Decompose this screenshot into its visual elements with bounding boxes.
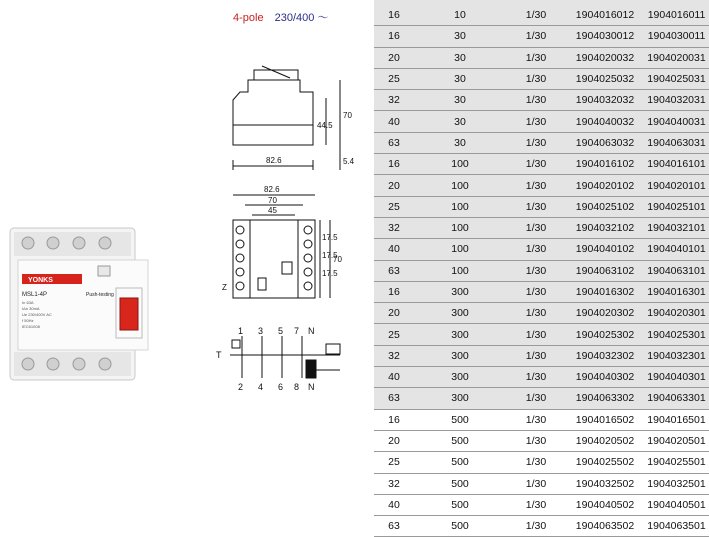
code-a-cell: 1904032102 [566,217,644,238]
table-row [374,281,709,302]
code-a-cell: 1904025302 [566,324,644,345]
sensitivity-cell: 1/30 [506,494,566,515]
table-row [374,516,709,537]
table-row [374,388,709,409]
rated-residual-current-cell: 300 [414,345,506,366]
table-row [374,111,709,132]
wire-top-label: 7 [294,326,300,336]
rated-current-cell: 32 [374,217,414,238]
code-b-cell: 1904040301 [644,367,709,388]
table-row [374,303,709,324]
rated-residual-current-cell: 30 [414,68,506,89]
code-b-cell: 1904025301 [644,324,709,345]
code-b-cell: 1904020101 [644,175,709,196]
code-b-cell: 1904032031 [644,90,709,111]
rated-current-cell: 40 [374,239,414,260]
code-b-cell: 1904032501 [644,473,709,494]
spec-line: Ue 230/400V AC [22,312,52,317]
wire-top-label: 3 [258,326,264,336]
rated-residual-current-cell: 30 [414,132,506,153]
sensitivity-cell: 1/30 [506,388,566,409]
side-dim-inner: 44.5 [317,121,333,130]
sensitivity-cell: 1/30 [506,5,566,26]
panel-text: Push-testing [86,292,114,298]
wire-top-label: N [308,326,315,336]
wire-bottom-label: N [308,382,315,392]
rated-residual-current-cell: 100 [414,196,506,217]
rated-residual-current-cell: 500 [414,516,506,537]
rated-current-cell: 63 [374,132,414,153]
table-row [374,430,709,451]
sensitivity-cell: 1/30 [506,281,566,302]
code-a-cell: 1904040032 [566,111,644,132]
rated-current-cell: 20 [374,303,414,324]
code-b-cell: 1904020031 [644,47,709,68]
sensitivity-cell: 1/30 [506,239,566,260]
rated-residual-current-cell: 100 [414,239,506,260]
table-row [374,452,709,473]
table-row [374,5,709,26]
code-b-cell: 1904020501 [644,430,709,451]
wire-top-label: 1 [238,326,244,336]
table-row [374,175,709,196]
front-view-drawing [233,195,330,298]
code-a-cell: 1904020502 [566,430,644,451]
code-a-cell: 1904032032 [566,90,644,111]
sensitivity-cell: 1/30 [506,111,566,132]
table-row [374,239,709,260]
rated-residual-current-cell: 300 [414,367,506,388]
code-b-cell: 1904040031 [644,111,709,132]
sensitivity-cell: 1/30 [506,68,566,89]
wire-bottom-label: 4 [258,382,264,392]
code-b-cell: 1904025031 [644,68,709,89]
spec-line: f 50Hz [22,318,34,323]
rated-current-cell: 20 [374,47,414,68]
rated-current-cell: 25 [374,68,414,89]
sensitivity-cell: 1/30 [506,90,566,111]
rated-current-cell: 20 [374,430,414,451]
rated-residual-current-cell: 100 [414,175,506,196]
sensitivity-cell: 1/30 [506,345,566,366]
rated-residual-current-cell: 30 [414,111,506,132]
code-a-cell: 1904032302 [566,345,644,366]
side-view-drawing [233,66,340,170]
sensitivity-cell: 1/30 [506,47,566,68]
pole-label: 4-pole [233,12,264,24]
code-b-cell: 1904025101 [644,196,709,217]
code-b-cell: 1904063501 [644,516,709,537]
front-dim-z: Z [222,283,227,292]
code-a-cell: 1904040502 [566,494,644,515]
rated-current-cell: 32 [374,90,414,111]
rated-residual-current-cell: 500 [414,430,506,451]
table-row [374,196,709,217]
rated-current-cell: 16 [374,281,414,302]
code-b-cell: 1904016301 [644,281,709,302]
rated-residual-current-cell: 100 [414,154,506,175]
front-dim-mid: 70 [268,196,277,205]
code-b-cell: 1904030011 [644,26,709,47]
code-b-cell: 1904063031 [644,132,709,153]
rated-current-cell: 16 [374,409,414,430]
front-dim-height: 70 [333,255,342,264]
front-dim-right-a: 17.5 [322,233,338,242]
rated-residual-current-cell: 300 [414,303,506,324]
code-a-cell: 1904016302 [566,281,644,302]
model-text: MSL1-4P [22,292,48,298]
wire-top-label: 5 [278,326,284,336]
sensitivity-cell: 1/30 [506,217,566,238]
code-b-cell: 1904025501 [644,452,709,473]
code-a-cell: 1904016102 [566,154,644,175]
table-row [374,132,709,153]
code-a-cell: 1904063032 [566,132,644,153]
rated-residual-current-cell: 100 [414,260,506,281]
wiring-labels [216,326,315,392]
sensitivity-cell: 1/30 [506,303,566,324]
sensitivity-cell: 1/30 [506,154,566,175]
sensitivity-cell: 1/30 [506,409,566,430]
test-label: T [216,350,222,360]
spec-line: IΔn 30mA [22,306,40,311]
code-b-cell: 1904020301 [644,303,709,324]
rated-residual-current-cell: 300 [414,281,506,302]
code-a-cell: 1904063102 [566,260,644,281]
code-a-cell: 1904030012 [566,26,644,47]
sensitivity-cell: 1/30 [506,260,566,281]
code-a-cell: 1904020032 [566,47,644,68]
code-a-cell: 1904025102 [566,196,644,217]
code-b-cell: 1904063301 [644,388,709,409]
code-a-cell: 1904020302 [566,303,644,324]
sensitivity-cell: 1/30 [506,324,566,345]
table-row [374,154,709,175]
rated-residual-current-cell: 300 [414,324,506,345]
side-dim-height: 70 [343,111,352,120]
sensitivity-cell: 1/30 [506,430,566,451]
code-b-cell: 1904032301 [644,345,709,366]
table-row [374,367,709,388]
rated-current-cell: 32 [374,345,414,366]
voltage-label: 230/400 ～ [274,12,329,24]
code-a-cell: 1904025502 [566,452,644,473]
rated-current-cell: 25 [374,196,414,217]
spec-table [374,5,709,537]
table-row [374,217,709,238]
code-a-cell: 1904016012 [566,5,644,26]
sensitivity-cell: 1/30 [506,367,566,388]
front-dim-right-b: 17.5 [322,251,338,260]
table-row [374,68,709,89]
table-row [374,409,709,430]
brand-text: YONKS [28,277,53,284]
code-b-cell: 1904032101 [644,217,709,238]
table-row [374,47,709,68]
sensitivity-cell: 1/30 [506,452,566,473]
code-b-cell: 1904016101 [644,154,709,175]
code-b-cell: 1904016501 [644,409,709,430]
table-row [374,260,709,281]
code-a-cell: 1904032502 [566,473,644,494]
rated-current-cell: 40 [374,494,414,515]
rated-current-cell: 40 [374,111,414,132]
rated-residual-current-cell: 500 [414,494,506,515]
spec-line: In 63A [22,300,34,305]
rated-current-cell: 25 [374,324,414,345]
spec-line: IEC61008 [22,324,40,329]
rated-current-cell: 63 [374,516,414,537]
rated-residual-current-cell: 500 [414,452,506,473]
rated-residual-current-cell: 100 [414,217,506,238]
front-dim-inner: 45 [268,206,277,215]
rated-current-cell: 25 [374,452,414,473]
sensitivity-cell: 1/30 [506,132,566,153]
rated-current-cell: 32 [374,473,414,494]
code-a-cell: 1904063502 [566,516,644,537]
rated-residual-current-cell: 500 [414,409,506,430]
side-dim-base: 5.4 [343,157,355,166]
code-a-cell: 1904016502 [566,409,644,430]
table-row [374,473,709,494]
code-b-cell: 1904063101 [644,260,709,281]
rated-residual-current-cell: 30 [414,47,506,68]
code-b-cell: 1904016011 [644,5,709,26]
code-a-cell: 1904040302 [566,367,644,388]
code-a-cell: 1904063302 [566,388,644,409]
rated-residual-current-cell: 30 [414,90,506,111]
code-b-cell: 1904040101 [644,239,709,260]
table-row [374,324,709,345]
front-dim-outer: 82.6 [264,185,280,194]
wire-bottom-label: 8 [294,382,300,392]
rated-residual-current-cell: 30 [414,26,506,47]
rated-current-cell: 63 [374,388,414,409]
rated-current-cell: 16 [374,154,414,175]
sensitivity-cell: 1/30 [506,175,566,196]
code-a-cell: 1904040102 [566,239,644,260]
table-row [374,345,709,366]
rated-residual-current-cell: 500 [414,473,506,494]
sensitivity-cell: 1/30 [506,26,566,47]
table-row [374,26,709,47]
sensitivity-cell: 1/30 [506,516,566,537]
code-a-cell: 1904025032 [566,68,644,89]
rated-current-cell: 20 [374,175,414,196]
sensitivity-cell: 1/30 [506,196,566,217]
table-row [374,90,709,111]
front-dim-right-c: 17.5 [322,269,338,278]
wire-bottom-label: 6 [278,382,284,392]
wire-bottom-label: 2 [238,382,244,392]
rated-current-cell: 16 [374,5,414,26]
side-dim-width: 82.6 [266,156,282,165]
sensitivity-cell: 1/30 [506,473,566,494]
rated-current-cell: 63 [374,260,414,281]
table-row [374,494,709,515]
code-b-cell: 1904040501 [644,494,709,515]
wiring-schematic [230,336,340,378]
rated-current-cell: 40 [374,367,414,388]
rated-current-cell: 16 [374,26,414,47]
rated-residual-current-cell: 10 [414,5,506,26]
code-a-cell: 1904020102 [566,175,644,196]
technical-drawings [0,0,374,410]
rated-residual-current-cell: 300 [414,388,506,409]
